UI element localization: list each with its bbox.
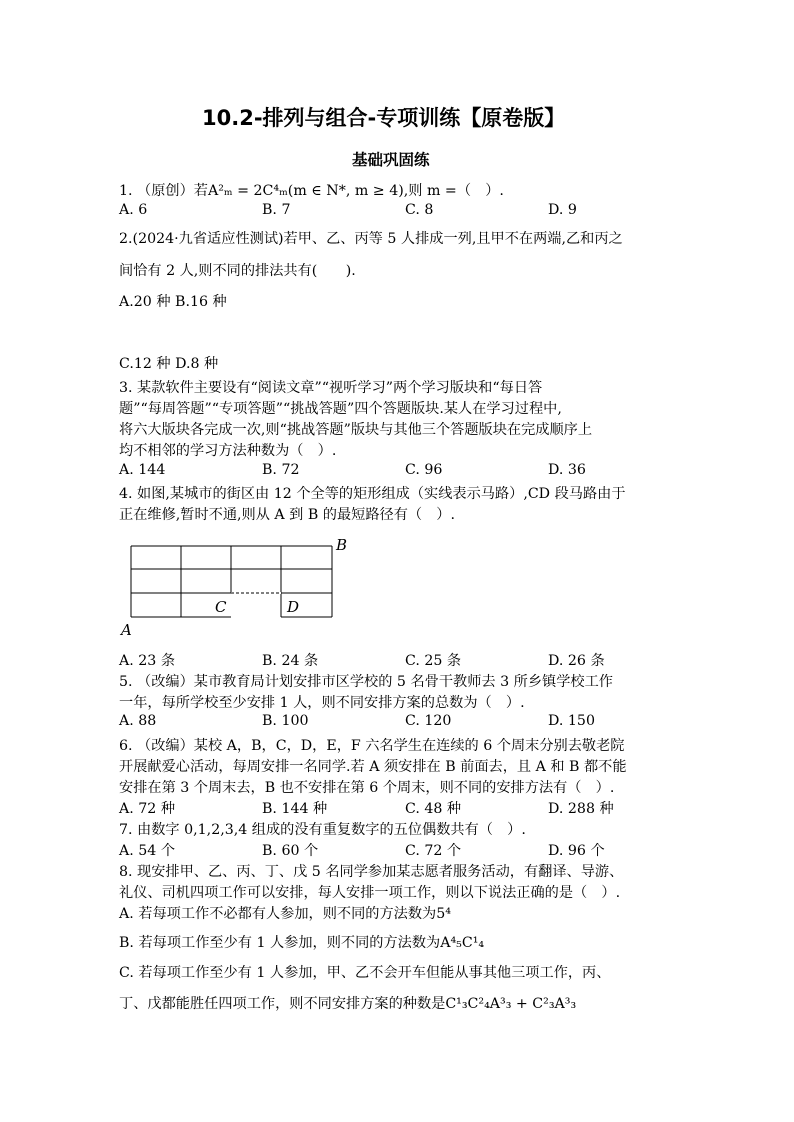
q6-option-c: C. 48 种 — [405, 801, 462, 817]
question-6-line2: 开展献爱心活动，每周安排一名同学.若 A 须安排在 B 前面去，且 A 和 B 都不能 — [119, 759, 627, 775]
q8-option-c-line2: 丁、戊都能胜任四项工作，则不同安排方案的种数是C¹₃C²₄A³₃ + C²₃A³₃ — [119, 996, 577, 1012]
q6-option-d: D. 288 种 — [548, 801, 614, 817]
question-8-line2: 礼仪、司机四项工作可以安排，每人安排一项工作，则以下说法正确的是（ ）. — [119, 885, 621, 901]
label-d: D — [287, 598, 300, 616]
label-a: A — [121, 621, 132, 639]
q5-option-b: B. 100 — [262, 713, 309, 729]
question-5-line1: 5. （改编）某市教育局计划安排市区学校的 5 名骨干教师去 3 所乡镇学校工作 — [119, 674, 613, 690]
q1-option-d: D. 9 — [548, 202, 577, 218]
q6-option-a: A. 72 种 — [119, 801, 176, 817]
q8-option-c-line1: C. 若每项工作至少有 1 人参加，甲、乙不会开车但能从事其他三项工作，丙、 — [119, 965, 611, 981]
question-3-line4: 均不相邻的学习方法种数为（ ）. — [119, 443, 337, 459]
question-6-line1: 6. （改编）某校 A，B，C，D，E，F 六名学生在连续的 6 个周末分别去敬老院 — [119, 738, 625, 754]
question-5-line2: 一年，每所学校至少安排 1 人，则不同安排方案的总数为（ ）. — [119, 695, 525, 711]
question-7-stem: 7. 由数字 0,1,2,3,4 组成的没有重复数字的五位偶数共有（ ）. — [119, 822, 526, 838]
q4-option-b: B. 24 条 — [262, 653, 319, 669]
q2-options-ab: A.20 种 B.16 种 — [119, 294, 227, 310]
q6-option-b: B. 144 种 — [262, 801, 328, 817]
q2-options-cd: C.12 种 D.8 种 — [119, 356, 219, 372]
section-heading: 基础巩固练 — [352, 151, 430, 169]
question-8-line1: 8. 现安排甲、乙、丙、丁、戊 5 名同学参加某志愿者服务活动，有翻译、导游、 — [119, 864, 624, 880]
page-title: 10.2-排列与组合-专项训练【原卷版】 — [202, 106, 566, 130]
question-4-line2: 正在维修,暂时不通,则从 A 到 B 的最短路径有（ ）. — [119, 507, 455, 523]
question-3-line1: 3. 某款软件主要设有“阅读文章”“视听学习”两个学习版块和“每日答 — [119, 380, 543, 396]
q7-option-b: B. 60 个 — [262, 843, 319, 859]
q5-option-a: A. 88 — [119, 713, 157, 729]
q4-option-a: A. 23 条 — [119, 653, 176, 669]
q7-option-a: A. 54 个 — [119, 843, 176, 859]
question-2-line2: 间恰有 2 人,则不同的排法共有( ). — [119, 263, 356, 279]
q8-option-a: A. 若每项工作不必都有人参加，则不同的方法数为5⁴ — [119, 906, 451, 922]
q5-option-c: C. 120 — [405, 713, 452, 729]
q1-option-c: C. 8 — [405, 202, 434, 218]
q7-option-d: D. 96 个 — [548, 843, 605, 859]
question-3-line2: 题”“每周答题”“专项答题”“挑战答题”四个答题版块.某人在学习过程中, — [119, 401, 562, 417]
label-b: B — [336, 536, 348, 554]
q3-option-b: B. 72 — [262, 462, 300, 478]
q8-option-b: B. 若每项工作至少有 1 人参加，则不同的方法数为A⁴₅C¹₄ — [119, 935, 485, 951]
q1-option-b: B. 7 — [262, 202, 291, 218]
q3-option-a: A. 144 — [119, 462, 166, 478]
label-c: C — [215, 598, 227, 616]
q3-option-d: D. 36 — [548, 462, 586, 478]
q3-option-c: C. 96 — [405, 462, 443, 478]
question-3-line3: 将六大版块各完成一次,则“挑战答题”版块与其他三个答题版块在完成顺序上 — [119, 422, 593, 438]
question-4-line1: 4. 如图,某城市的街区由 12 个全等的矩形组成（实线表示马路）,CD 段马路由于 — [119, 486, 626, 502]
question-6-line3: 安排在第 3 个周末去，B 也不安排在第 6 个周末，则不同的安排方法有（ ）. — [119, 780, 615, 796]
q4-option-d: D. 26 条 — [548, 653, 605, 669]
q4-option-c: C. 25 条 — [405, 653, 462, 669]
q7-option-c: C. 72 个 — [405, 843, 462, 859]
q1-option-a: A. 6 — [119, 202, 148, 218]
question-2-line1: 2.(2024·九省适应性测试)若甲、乙、丙等 5 人排成一列,且甲不在两端,乙和丙之 — [119, 231, 623, 247]
question-1-stem: 1. （原创）若A²ₘ = 2C⁴ₘ(m ∈ N*, m ≥ 4),则 m =（ ）. — [119, 183, 504, 199]
q5-option-d: D. 150 — [548, 713, 595, 729]
street-grid-figure — [118, 532, 358, 642]
